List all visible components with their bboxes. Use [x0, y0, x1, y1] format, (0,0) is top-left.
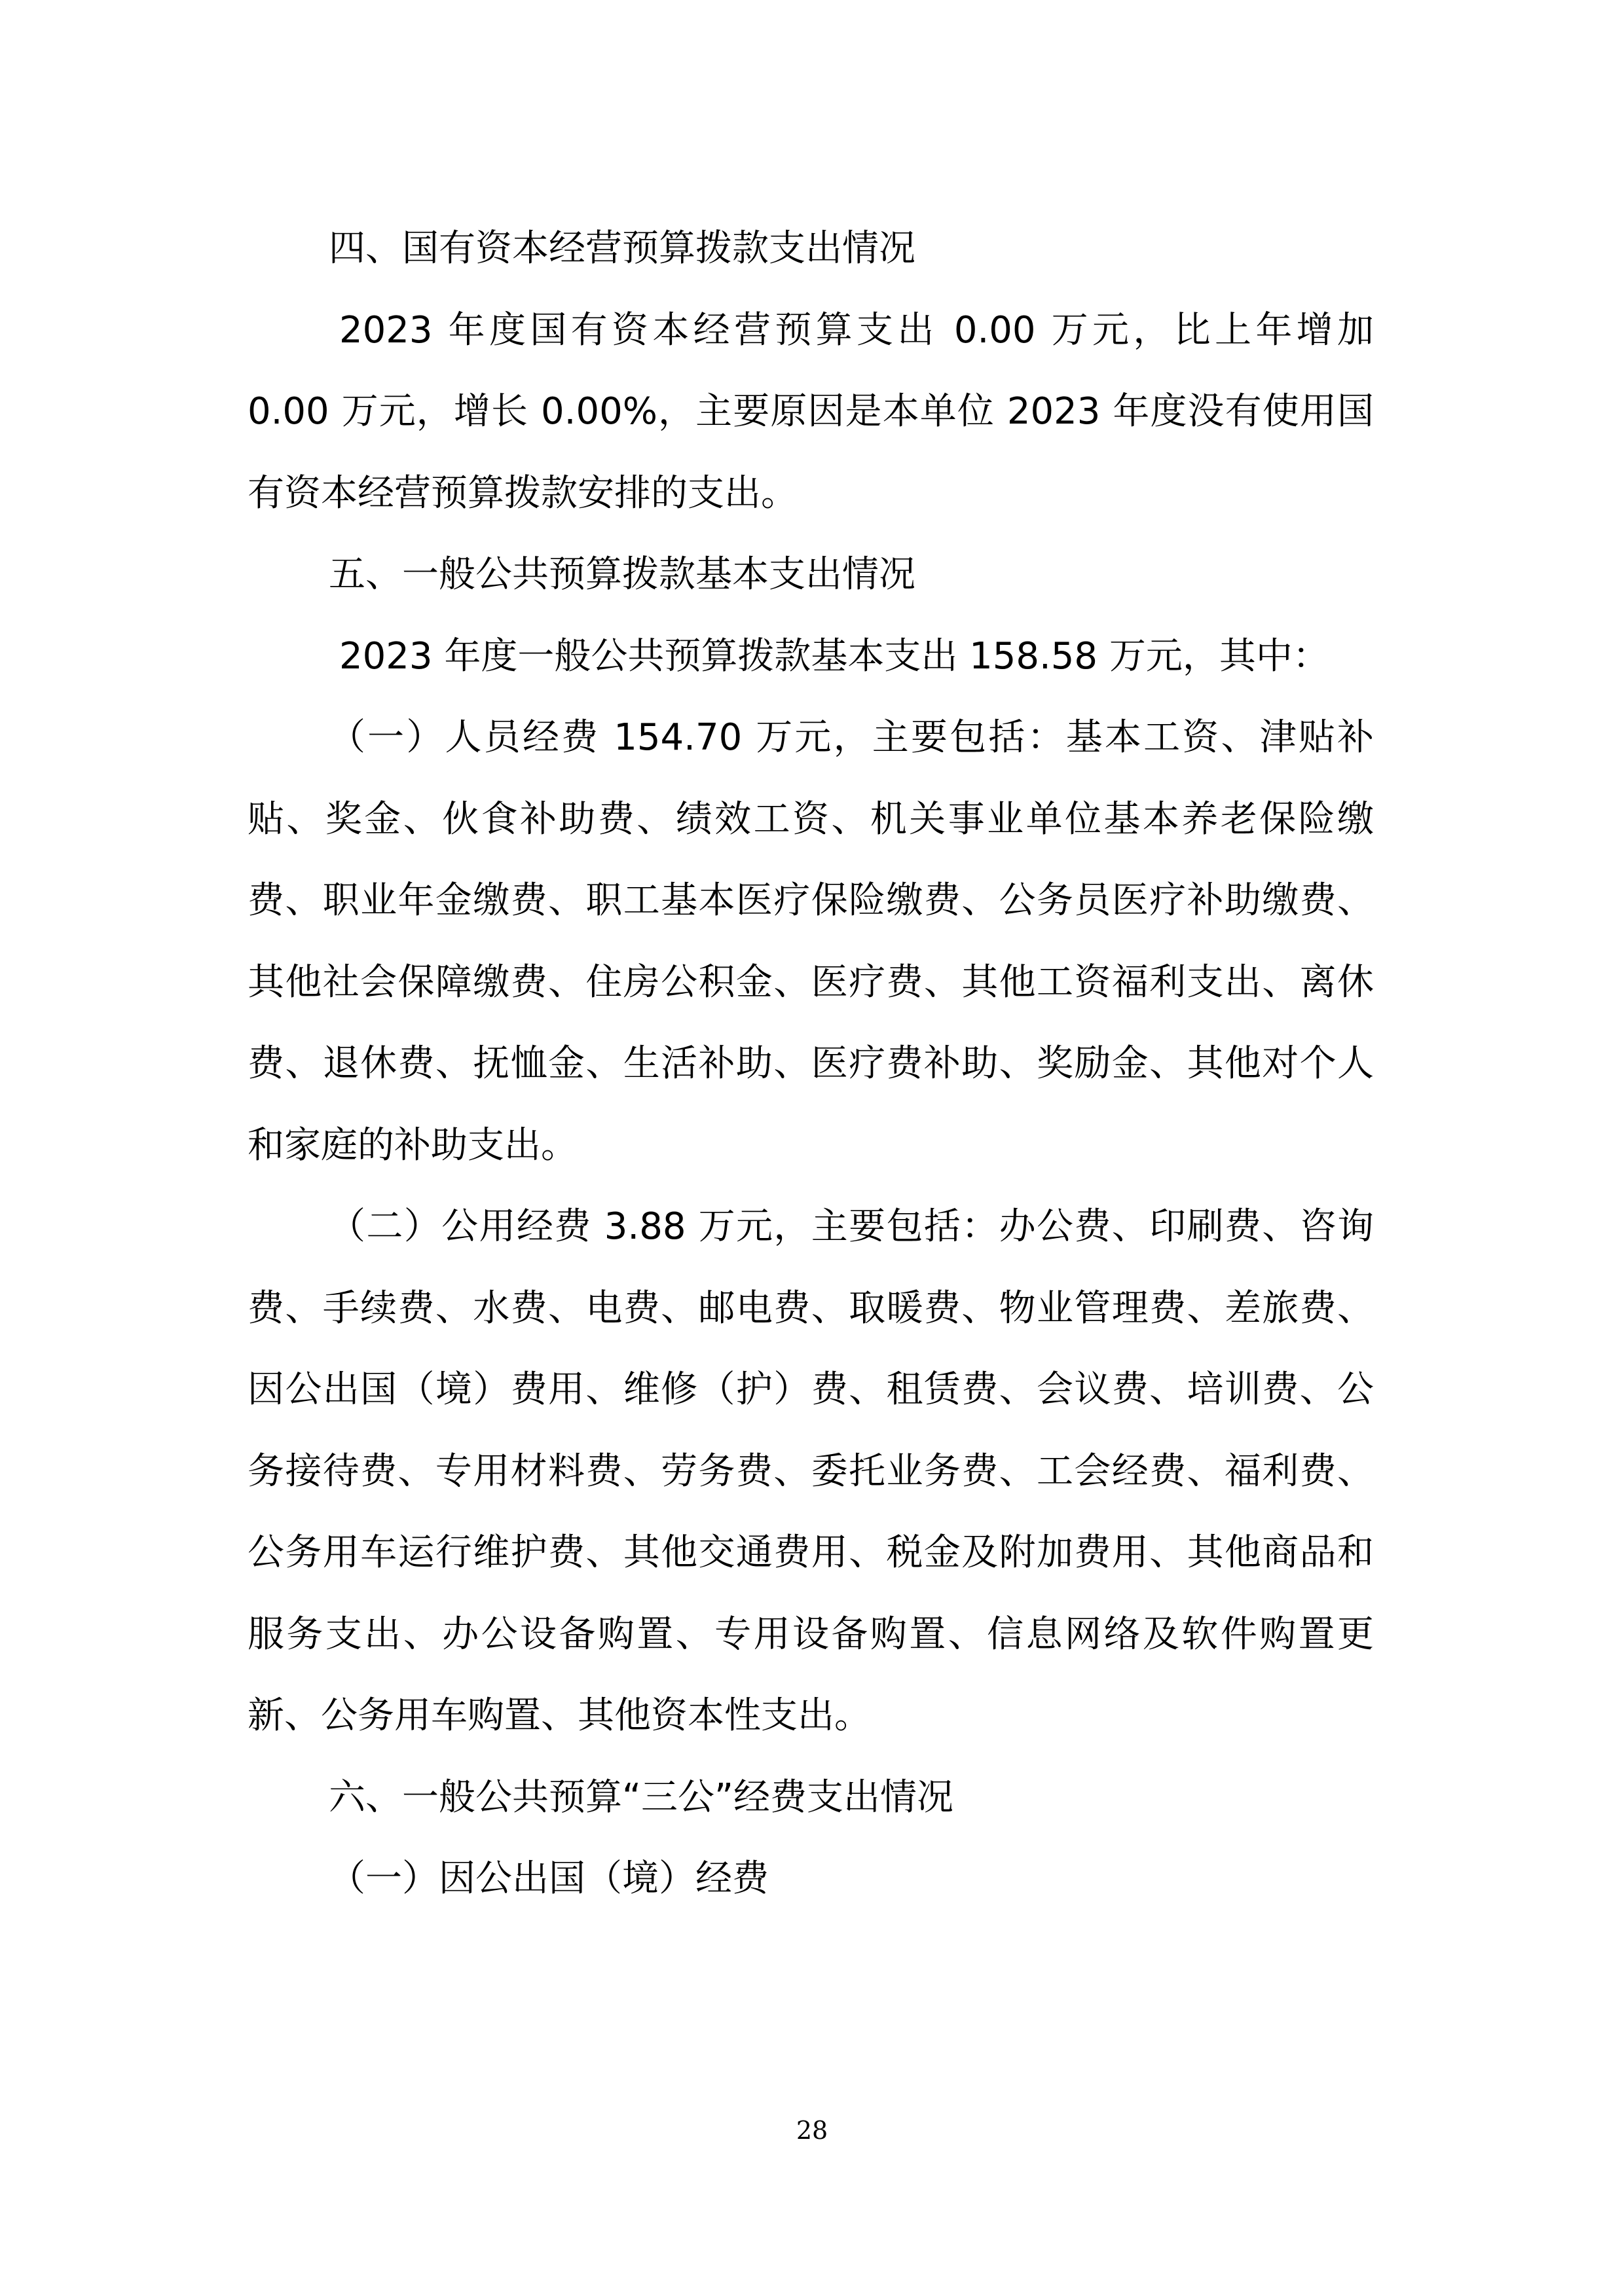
section-heading-6: 六、一般公共预算“三公”经费支出情况: [329, 1776, 954, 1819]
paragraph-state-capital-budget: 2023 年度国有资本经营预算支出 0.00 万元，比上年增加 0.00 万元，增长 0.00%，主要原因是本单位 2023 年度没有使用国有资本经营预算拨款安排的支出。: [248, 308, 1374, 515]
section-heading-4: 四、国有资本经营预算拨款支出情况: [329, 227, 915, 270]
paragraph-basic-expenditure: 2023 年度一般公共预算拨款基本支出 158.58 万元，其中：: [339, 634, 1329, 678]
document-body: [248, 208, 1374, 1920]
page-number: 28: [796, 2116, 828, 2145]
paragraph-public-expenses: （二）公用经费 3.88 万元，主要包括：办公费、印刷费、咨询费、手续费、水费、电费、邮电费、取暖费、物业管理费、差旅费、因公出国（境）费用、维修（护）费、租赁费、会议费、培训费、公务接待费、专用材料费、劳务费、委托业务费、工会经费、福利费、公务用车运行维护费、其他交通费用、税金及附加费用、其他商品和服务支出、办公设备购置、专用设备购置、信息网络及软件购置更新、公务用车购置、其他资本性支出。: [248, 1205, 1374, 1737]
paragraph-personnel-expenses: （一）人员经费 154.70 万元，主要包括：基本工资、津贴补贴、奖金、伙食补助费、绩效工资、机关事业单位基本养老保险缴费、职业年金缴费、职工基本医疗保险缴费、公务员医疗补助缴费、其他社会保障缴费、住房公积金、医疗费、其他工资福利支出、离休费、退休费、抚恤金、生活补助、医疗费补助、奖励金、其他对个人和家庭的补助支出。: [248, 716, 1374, 1167]
section-heading-5: 五、一般公共预算拨款基本支出情况: [329, 553, 915, 596]
subsection-heading-overseas: （一）因公出国（境）经费: [329, 1857, 769, 1900]
